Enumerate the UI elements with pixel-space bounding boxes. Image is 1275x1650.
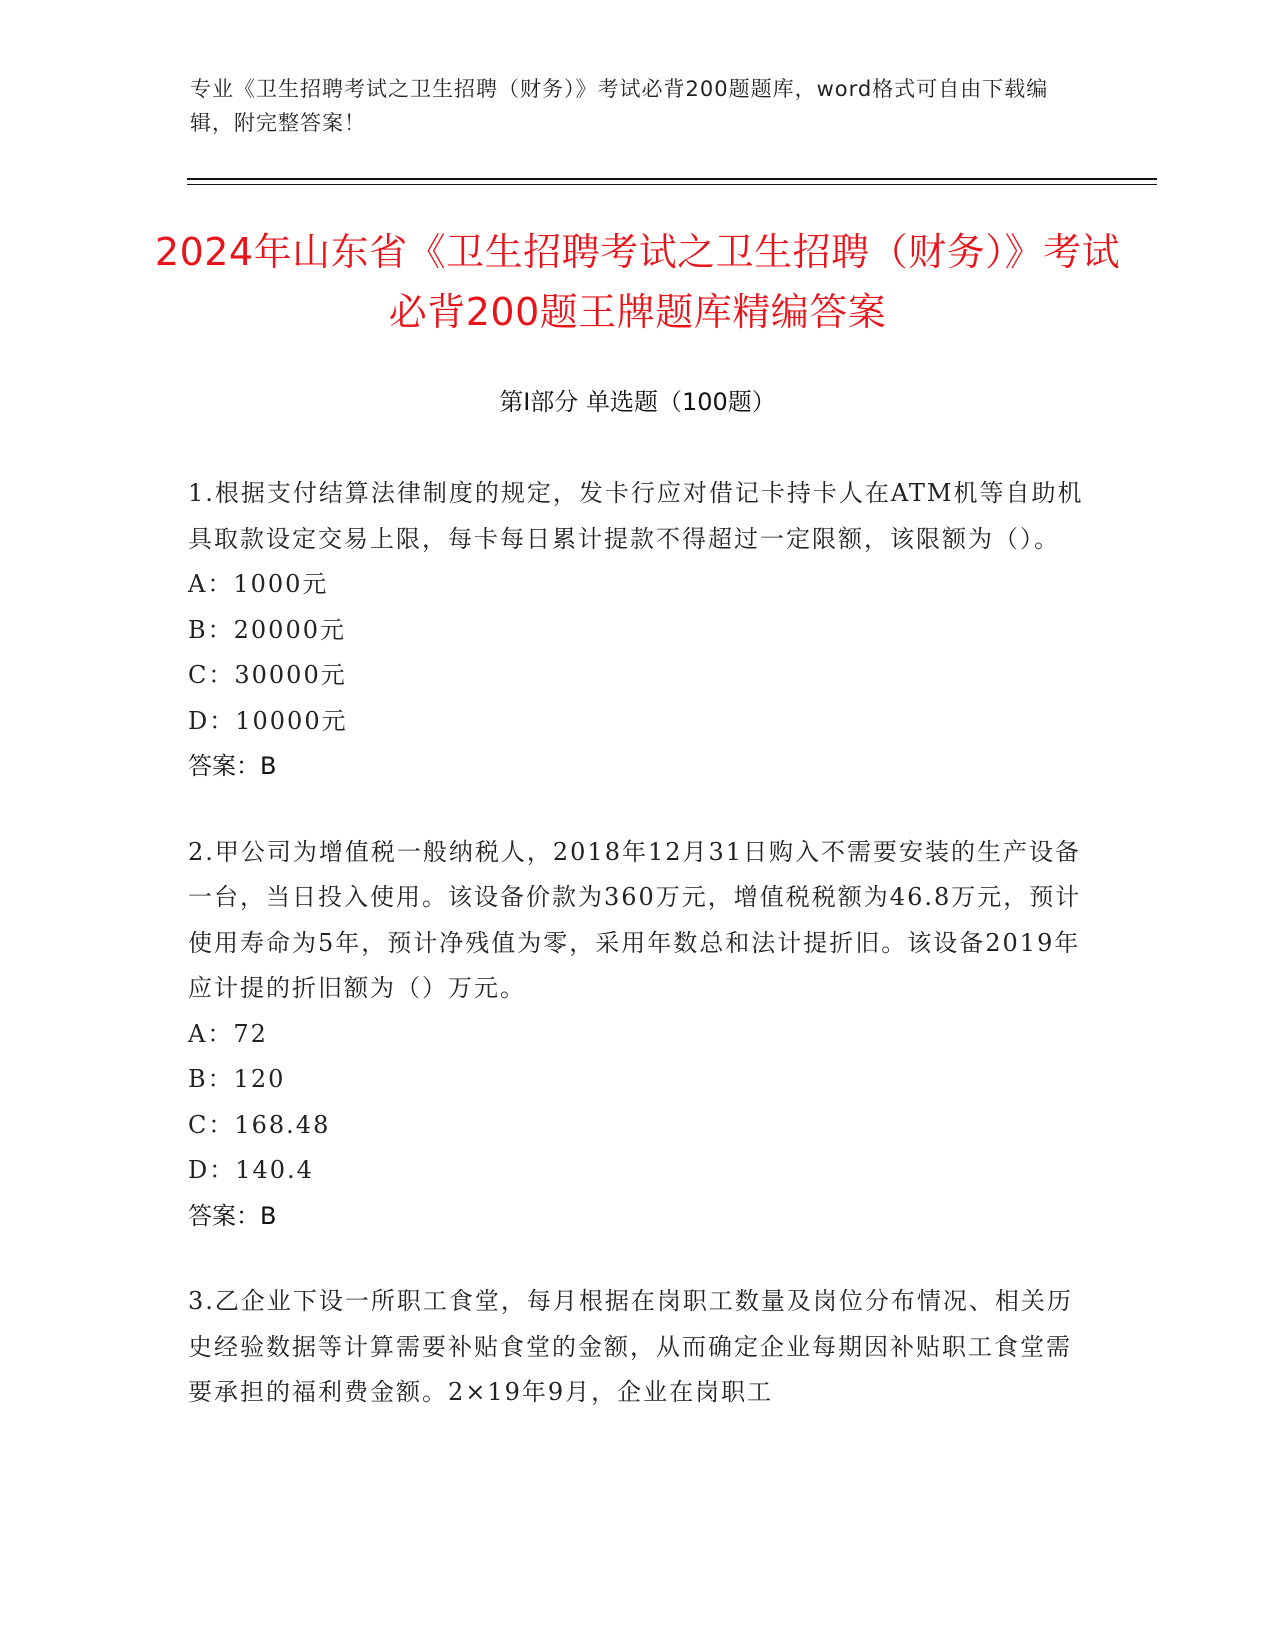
answer-line: 答案：B (188, 752, 277, 780)
option-a: A：72 (188, 1019, 268, 1048)
option-c: C：30000元 (188, 661, 347, 689)
answer-line: 答案：B (188, 1201, 277, 1230)
option-d: D：10000元 (188, 706, 348, 735)
question-list (188, 471, 1093, 1456)
header-divider-thin (187, 184, 1157, 185)
option-a: A：1000元 (188, 570, 329, 598)
question-stem: 3.乙企业下设一所职工食堂，每月根据在岗职工数量及岗位分布情况、相关历史经验数据等计算需要补贴食堂的金额，从而确定企业每期因补贴职工食堂需要承担的福利费金额。2×19年9月，企业在岗职工 (188, 1287, 1073, 1406)
header-note: 专业《卫生招聘考试之卫生招聘（财务）》考试必背200题题库，word格式可自由下载编辑，附完整答案！ (190, 77, 1049, 135)
option-b: B：120 (188, 1065, 286, 1093)
option-d: D：140.4 (188, 1156, 314, 1184)
section-heading: 第I部分 单选题（100题） (499, 388, 776, 416)
question-3 (188, 1279, 1093, 1416)
question-stem: 2.甲公司为增值税一般纳税人，2018年12月31日购入不需要安装的生产设备一台，当日投入使用。该设备价款为360万元，增值税税额为46.8万元，预计使用寿命为5年，预计净残值为零，采用年数总和法计提折旧。该设备2019年应计提的折旧额为（）万元。 (188, 837, 1082, 1002)
header-divider-thick (187, 178, 1157, 180)
question-2 (188, 830, 1093, 1240)
option-c: C：168.48 (188, 1110, 331, 1139)
document-title: 2024年山东省《卫生招聘考试之卫生招聘（财务）》考试必背200题王牌题库精编答案 (154, 230, 1121, 334)
question-stem: 1.根据支付结算法律制度的规定，发卡行应对借记卡持卡人在ATM机等自助机具取款设定交易上限，每卡每日累计提款不得超过一定限额，该限额为（）。 (188, 479, 1084, 553)
option-b: B：20000元 (188, 615, 346, 644)
question-1 (188, 471, 1093, 790)
